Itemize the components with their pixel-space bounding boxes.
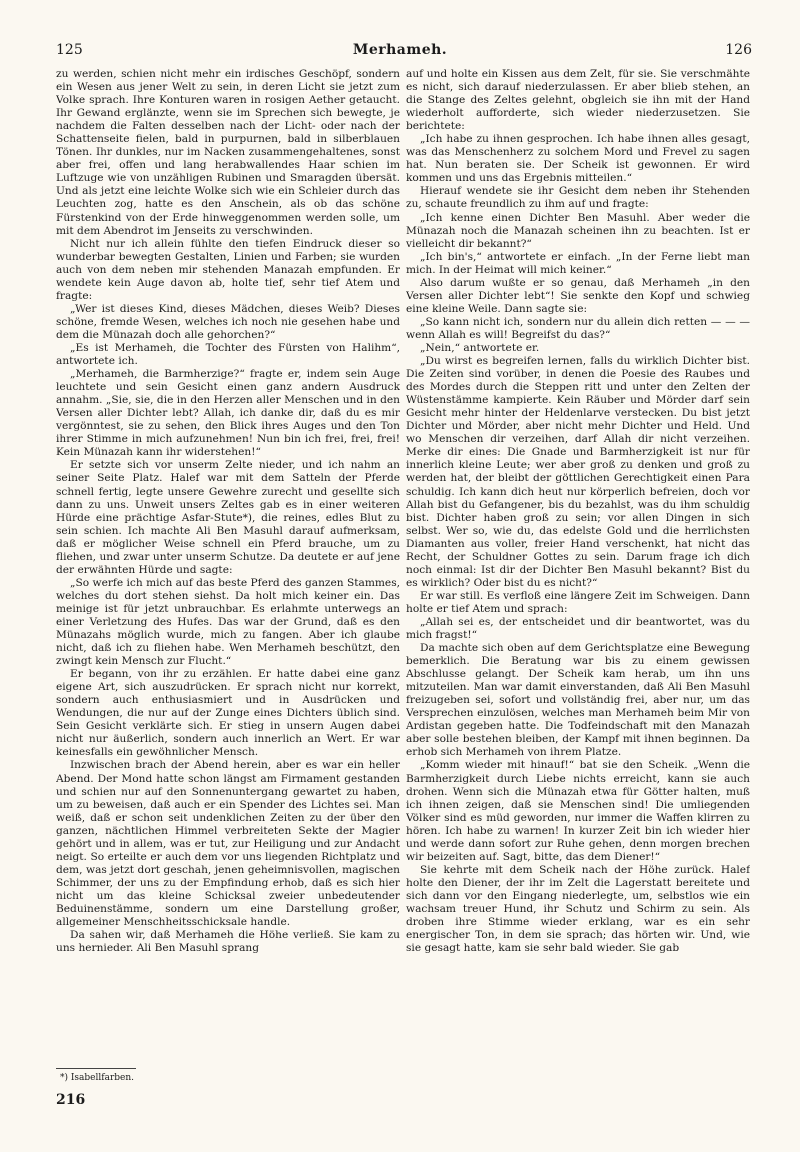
- paragraph: Inzwischen brach der Abend herein, aber es war ein heller Abend. Der Mond hatte schon längst am Firmament gestanden und schien nur auf den Sonnenuntergang gewartet zu haben, um zu beweisen, daß auch er ein Spender des Lichtes sei. Man weiß, daß er schon seit undenklichen Zeiten zu der über den ganzen, nächtlichen Himmel verbreiteten Sekte der Magier gehört und in allem, was er tut, zur Heiligung und zur Andacht neigt. So erteilte er auch dem vor uns liegenden Richtplatz und dem, was jetzt dort geschah, jenen geheimnisvollen, magischen Schimmer, der uns zu der Empfindung erhob, daß es sich hier nicht um das kleine Schicksal zweier unbedeutender Beduinenstämme, sondern um eine Darstellung großer, allgemeiner Menschheitsschicksale handle.: [56, 759, 400, 929]
- paragraph: „Merhameh, die Barmherzige?“ fragte er, indem sein Auge leuchtete und sein Gesicht einen ganz andern Ausdruck annahm. „Sie, sie, die in den Herzen aller Menschen und in den Versen aller Dichter lebt? Allah, ich danke dir, daß du es mir vergönntest, sie zu sehen, den Blick ihres Auges und den Ton ihrer Stimme in mich aufzunehmen! Nun bin ich frei, frei, frei! Kein Münazah kann ihr widerstehen!“: [56, 368, 400, 459]
- paragraph: „Ich habe zu ihnen gesprochen. Ich habe ihnen alles gesagt, was das Menschenherz zu solchem Mord und Frevel zu sagen hat. Nun beraten sie. Der Scheik ist gewonnen. Er wird kommen und uns das Ergebnis mitteilen.“: [406, 133, 750, 185]
- paragraph: „Es ist Merhameh, die Tochter des Fürsten von Halihm“, antwortete ich.: [56, 341, 400, 368]
- page-title: Merhameh.: [352, 42, 448, 58]
- page-number-left: 125: [56, 42, 83, 58]
- paragraph: „Ich bin's,“ antwortete er einfach. „In der Ferne liebt man mich. In der Heimat will mich keiner.“: [406, 250, 750, 276]
- footnote-divider: [56, 1068, 136, 1069]
- paragraph: „So werfe ich mich auf das beste Pferd des ganzen Stammes, welches du dort stehen siehst. Da holt mich keiner ein. Das meinige ist für jetzt unbrauchbar. Es erlahmte unterwegs an einer Verletzung des Hufes. Das war der Grund, daß es den Münazahs möglich wurde, mich zu fangen. Aber ich glaube nicht, daß ich zu fliehen habe. Wen Merhameh beschützt, den zwingt kein Mensch zur Flucht.“: [56, 576, 400, 668]
- paragraph: „Ich kenne einen Dichter Ben Masuhl. Aber weder die Münazah noch die Manazah scheinen ihn zu beachten. Ist er vielleicht dir bekannt?“: [406, 211, 750, 250]
- paragraph: „So kann nicht ich, sondern nur du allein dich retten — — — wenn Allah es will! Begreifst du das?“: [406, 315, 750, 341]
- paragraph: Also darum wußte er so genau, daß Merhameh „in den Versen aller Dichter lebt“! Sie senkte den Kopf und schwieg eine kleine Weile. Dann sagte sie:: [406, 276, 750, 315]
- right-column: [406, 68, 750, 1080]
- page-number-right: 126: [725, 42, 752, 58]
- page-number: 216: [56, 1092, 86, 1108]
- paragraph: Da machte sich oben auf dem Gerichtsplatze eine Bewegung bemerklich. Die Beratung war bis zu einem gewissen Abschlusse gelangt. Der Scheik kam herab, um ihn uns mitzuteilen. Man war damit einverstanden, daß Ali Ben Masuhl freizugeben sei, sofort und vollständig frei, aber nur, um das Versprechen einzulösen, welches man Merhameh beim Mir von Ardistan gegeben hatte. Die Todfeindschaft mit den Manazah aber solle bestehen bleiben, der Kampf mit ihnen beginnen. Da erhob sich Merhameh von ihrem Platze.: [406, 642, 750, 759]
- paragraph: Er war still. Es verfloß eine längere Zeit im Schweigen. Dann holte er tief Atem und sprach:: [406, 589, 750, 615]
- paragraph: auf und holte ein Kissen aus dem Zelt, für sie. Sie verschmähte es nicht, sich darauf niederzulassen. Er aber blieb stehen, an die Stange des Zeltes gelehnt, obgleich sie ihn mit der Hand wiederholt aufforderte, sich wieder niederzusetzen. Sie berichtete:: [406, 68, 750, 133]
- paragraph: Da sahen wir, daß Merhameh die Höhe verließ. Sie kam zu uns hernieder. Ali Ben Masuhl sprang: [56, 929, 400, 955]
- left-column: [56, 68, 400, 1080]
- footnote: *) Isabellfarben.: [60, 1073, 134, 1083]
- paragraph: „Komm wieder mit hinauf!“ bat sie den Scheik. „Wenn die Barmherzigkeit durch Liebe nichts erreicht, kann sie auch drohen. Wenn sich die Münazah etwa für Götter halten, muß ich ihnen zeigen, daß sie Menschen sind! Die umliegenden Völker sind es müd geworden, nur immer die Waffen klirren zu hören. Ich habe zu warnen! In kurzer Zeit bin ich wieder hier und werde dann sofort zur Ruhe gehen, denn morgen brechen wir beizeiten auf. Sagt, bitte, das dem Diener!“: [406, 759, 750, 863]
- paragraph: „Wer ist dieses Kind, dieses Mädchen, dieses Weib? Dieses schöne, fremde Wesen, welches ich noch nie gesehen habe und dem die Münazah doch alle gehorchen?“: [56, 302, 400, 341]
- paragraph: Er setzte sich vor unserm Zelte nieder, und ich nahm an seiner Seite Platz. Halef war mit dem Satteln der Pferde schnell fertig, legte unsere Gewehre zurecht und gesellte sich dann zu uns. Unweit unsers Zeltes gab es in einer weiteren Hürde eine prächtige Asfar-Stute*), die reines, edles Blut zu sein schien. Ich machte Ali Ben Masuhl darauf aufmerksam, daß er möglicher Weise schnell ein Pferd brauche, um zu fliehen, und zwar unter unserm Schutze. Da deutete er auf jene der erwähnten Hürde und sagte:: [56, 459, 400, 576]
- paragraph: Sie kehrte mit dem Scheik nach der Höhe zurück. Halef holte den Diener, der ihr im Zelt die Lagerstatt bereitete und sich dann vor den Eingang niederlegte, um, selbstlos wie ein wachsam treuer Hund, ihr Schutz und Schirm zu sein. Als droben ihre Stimme wieder erklang, war es ein sehr energischer Ton, in dem sie sprach; das hörten wir. Und, wie sie gesagt hatte, kam sie sehr bald wieder. Sie gab: [406, 863, 750, 955]
- paragraph: Er begann, von ihr zu erzählen. Er hatte dabei eine ganz eigene Art, sich auszudrücken. Er sprach nicht nur korrekt, sondern auch enthusiasmiert und in Ausdrücken und Wendungen, die nur auf der Zunge eines Dichters üblich sind. Sein Gesicht verklärte sich. Er stieg in unsern Augen dabei nicht nur äußerlich, sondern auch innerlich an Wert. Er war keinesfalls ein gewöhnlicher Mensch.: [56, 668, 400, 759]
- paragraph: Hierauf wendete sie ihr Gesicht dem neben ihr Stehenden zu, schaute freundlich zu ihm auf und fragte:: [406, 185, 750, 211]
- paragraph: „Allah sei es, der entscheidet und dir beantwortet, was du mich fragst!“: [406, 615, 750, 642]
- paragraph: „Du wirst es begreifen lernen, falls du wirklich Dichter bist. Die Zeiten sind vorüber, in denen die Poesie des Raubes und des Mordes durch die Steppen ritt und unter den Zelten der Wüstenstämme kampierte. Kein Räuber und Mörder darf sein Gesicht mehr hinter der Heldenlarve verstecken. Du bist jetzt Dichter und Mörder, aber nicht mehr Dichter und Held. Und wo Menschen dir verzeihen, darf Allah dir nicht verzeihen. Merke dir eines: Die Gnade und Barmherzigkeit ist nur für innerlich kleine Leute; wer aber groß zu denken und groß zu werden hat, der bleibt der göttlichen Gerechtigkeit einen Para schuldig. Ich kann dich heut nur körperlich befreien, doch vor Allah bist du Gefangener, bis du bezahlst, was du ihm schuldig bist. Dichter haben groß zu sein; vor allen Dingen in sich selbst. Wer so, wie du, das edelste Gold und die herrlichsten Diamanten aus voller, freier Hand verschenkt, hat nicht das Recht, der Schuldner Gottes zu sein. Darum frage ich dich noch einmal: Ist dir der Dichter Ben Masuhl bekannt? Bist du es wirklich? Oder bist du es nicht?“: [406, 355, 750, 589]
- paragraph: „Nein,“ antwortete er.: [420, 341, 540, 354]
- paragraph: zu werden, schien nicht mehr ein irdisches Geschöpf, sondern ein Wesen aus jener Welt zu sein, in deren Licht sie jetzt zum Volke sprach. Ihre Konturen waren in rosigen Aether getaucht. Ihr Gewand erglänzte, wenn sie im Sprechen sich bewegte, je nachdem die Falten desselben nach der Licht- oder nach der Schattenseite fielen, bald in purpurnen, bald in silberblauen Tönen. Ihr dunkles, nur im Nacken zusammengehaltenes, sonst aber frei, offen und lang herabwallendes Haar schien im Luftzuge wie von unzähligen Rubinen und Smaragden übersät. Und als jetzt eine leichte Wolke sich wie ein Schleier durch das Leuchten zog, hatte es den Anschein, als ob das schöne Fürstenkind von der Erde hinweggenommen werden solle, um mit dem Abendrot im Jenseits zu verschwinden.: [56, 68, 400, 237]
- paragraph: Nicht nur ich allein fühlte den tiefen Eindruck dieser so wunderbar bewegten Gestalten, Linien und Farben; sie wurden auch von dem neben mir stehenden Manazah empfunden. Er wendete kein Auge davon ab, holte tief, sehr tief Atem und fragte:: [56, 237, 400, 302]
